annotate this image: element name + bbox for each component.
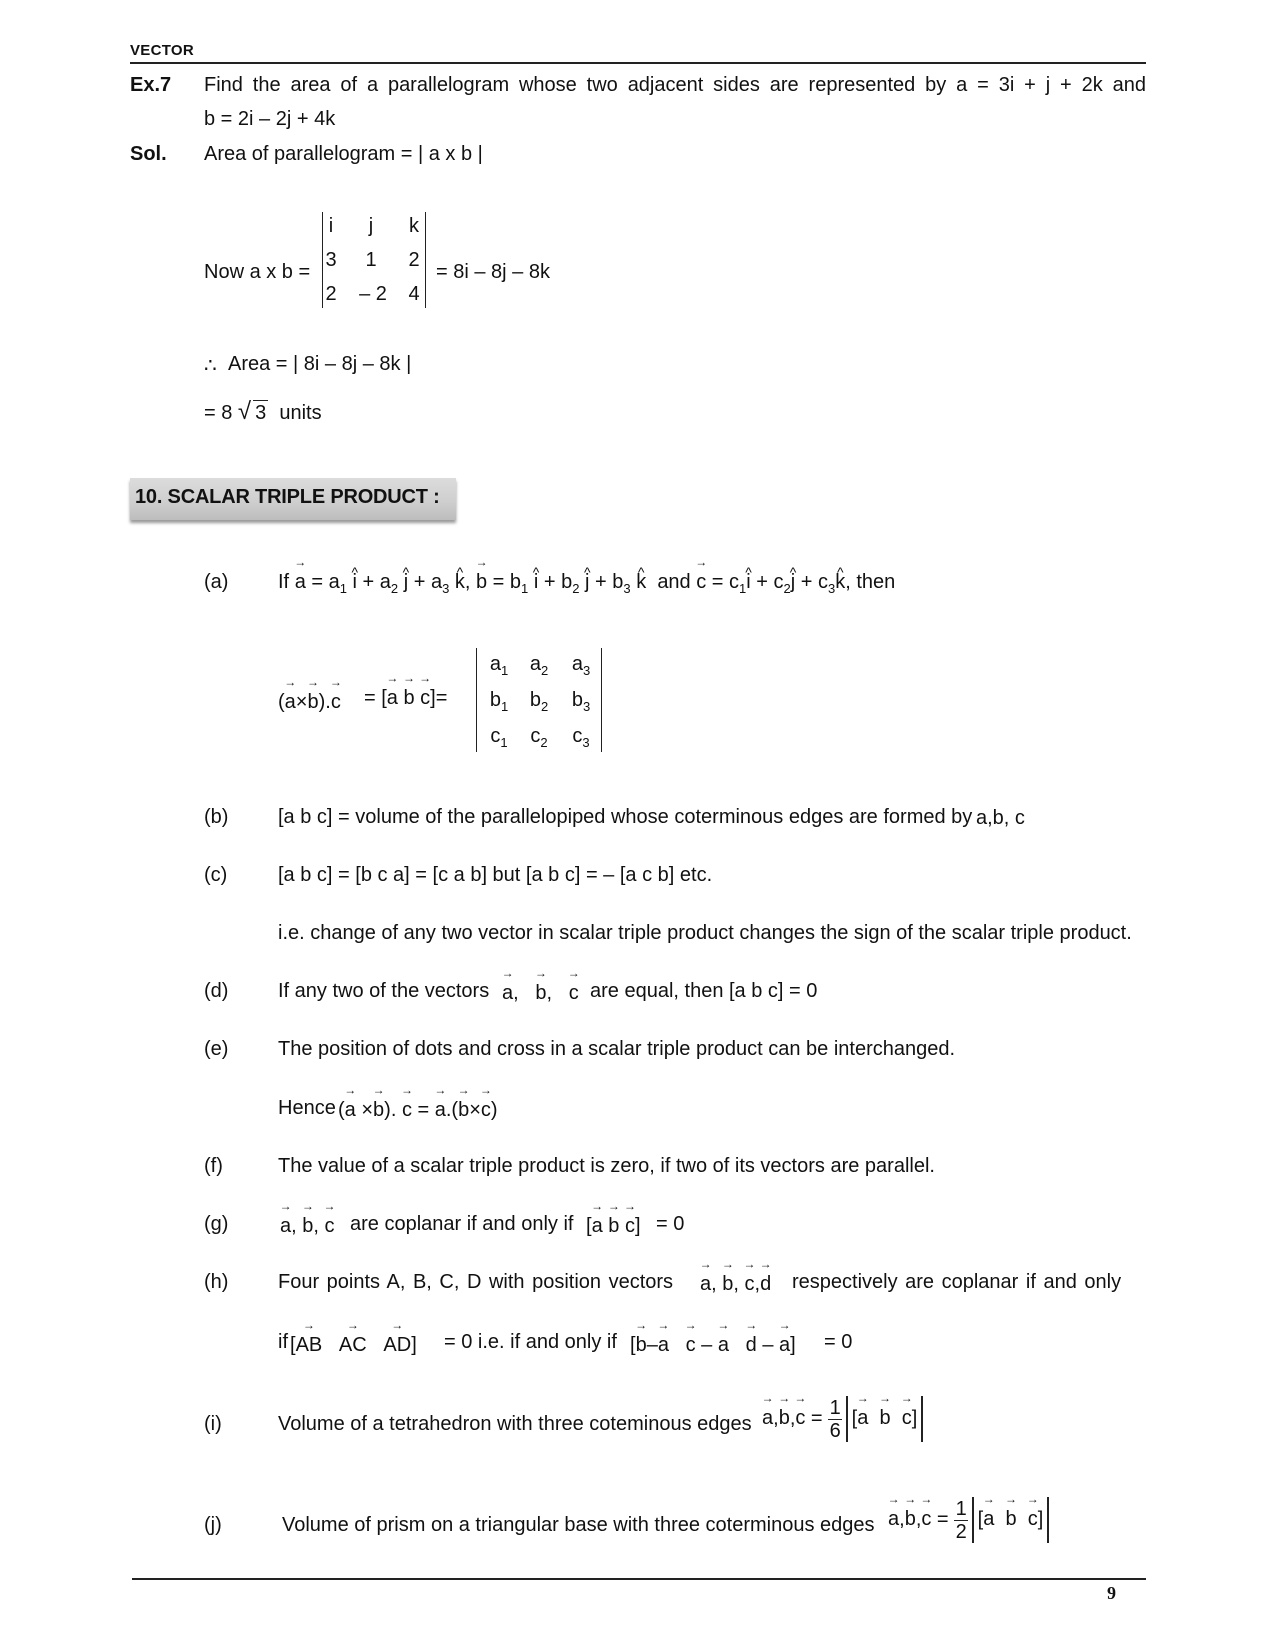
det-cell: i: [328, 215, 334, 237]
item-a-definition: $If \to a = a_1$ ^ $i + a_2$ ^ $j + a_3$ ^ k, → $b = b_1$ ^ $i + b_2$ ^ $j + b_3$ ^ k and → $c = c_1\^{}$ $i + c_2\^{}$ $j + c_3\^{}$ k, then: [278, 570, 895, 601]
area-line: Area = | 8i – 8j – 8k |: [228, 353, 412, 375]
item-g-text: are coplanar if and only if: [350, 1213, 574, 1235]
item-i-text: Volume of a tetrahedron with three coteminous edges: [278, 1413, 752, 1435]
cross-product-determinant: [322, 212, 426, 308]
item-a-bracket: = [→ a → b → c]=: [364, 686, 447, 710]
cross-product-result: = 8i – 8j – 8k: [436, 261, 550, 283]
item-d-text-pre: If any two of the vectors: [278, 980, 490, 1002]
item-b-vectors: a,b, c: [976, 807, 1025, 829]
footer-rule: [132, 1578, 1146, 1580]
det-cell: 2: [408, 249, 420, 271]
item-j-text: Volume of prism on a triangular base with three coterminous edges: [282, 1514, 875, 1536]
det-cell: $a_1$: [489, 653, 509, 678]
cross-product-prefix: Now a x b =: [204, 261, 311, 283]
item-e-text: The position of dots and cross in a scalar triple product can be interchanged.: [278, 1038, 956, 1060]
item-c-note: i.e. change of any two vector in scalar triple product changes the sign of the scalar triple product.: [278, 922, 1132, 944]
det-cell: 1: [365, 249, 377, 271]
det-cell: 4: [408, 283, 420, 305]
example-question-line2: b = 2i – 2j + 4k: [204, 108, 336, 130]
item-g-end: = 0: [656, 1213, 685, 1235]
section-heading: 10. SCALAR TRIPLE PRODUCT :: [135, 486, 440, 508]
item-e-identity: (→ a ×→ b). → c = → a.(→ b×→ c): [338, 1098, 498, 1122]
item-e-label: (e): [204, 1038, 229, 1060]
area-result-suffix: units: [279, 402, 322, 424]
solution-line1: Area of parallelogram = | a x b |: [204, 143, 483, 165]
item-a-then: , then: [845, 571, 896, 593]
item-c-text: [a b c] = [b c a] = [c a b] but [a b c] = – [a c b] etc.: [278, 864, 713, 886]
item-h-diff-bracket: [→ b–→ a → c – → a → d – → a]: [630, 1333, 796, 1357]
item-g-vectors: → a, → b, → c: [280, 1214, 335, 1238]
item-d-label: (d): [204, 980, 229, 1002]
item-i-formula: → a,→ b,→ c = $\frac{1}{6}$ [→ a → b → c]: [762, 1396, 927, 1442]
det-cell: $b_3$: [571, 689, 591, 714]
item-j-label: (j): [204, 1514, 222, 1536]
item-a-label: (a): [204, 571, 229, 593]
example-label: Ex.7: [130, 74, 172, 96]
item-a-lhs: (→ a×→ b).→ c: [278, 690, 341, 714]
item-e-hence: Hence: [278, 1097, 336, 1119]
det-cell: $c_3$: [572, 725, 590, 750]
item-b-label: (b): [204, 806, 229, 828]
item-h-text-post: respectively are coplanar if and only: [792, 1271, 1122, 1293]
det-cell: $c_2$: [530, 725, 548, 750]
item-d-text-post: are equal, then [a b c] = 0: [590, 980, 818, 1002]
det-cell: $c_1$: [490, 725, 508, 750]
item-h-if: if: [278, 1331, 288, 1353]
scalar-triple-determinant: [476, 648, 602, 752]
det-cell: $b_1$: [489, 689, 509, 714]
item-h-end: = 0: [824, 1331, 853, 1353]
item-d-vectors: → a, → b, → c: [502, 981, 579, 1005]
item-g-bracket: [→ a → b → c]: [586, 1214, 641, 1238]
det-cell: k: [409, 215, 419, 237]
item-i-label: (i): [204, 1413, 222, 1435]
example-question-line1: Find the area of a parallelogram whose two adjacent sides are represented by a = 3i + j + 2k and: [204, 74, 1146, 96]
det-cell: $a_2$: [529, 653, 549, 678]
item-a-if: If: [278, 571, 290, 593]
therefore-symbol: ∴: [204, 355, 217, 377]
sqrt-radicand: 3: [255, 402, 267, 424]
item-h-label: (h): [204, 1271, 229, 1293]
item-f-text: The value of a scalar triple product is zero, if two of its vectors are parallel.: [278, 1155, 935, 1177]
header-rule: [130, 62, 1146, 64]
item-h-vectors: → a, → b, → c,→ d: [700, 1272, 771, 1296]
det-cell: – 2: [359, 283, 387, 305]
item-i-fraction: $\frac{1}{6}$: [829, 1396, 841, 1442]
item-j-formula: → a,→ b,→ c = $\frac{1}{2}$ [→ a → b → c]: [888, 1497, 1053, 1543]
det-cell: $b_2$: [529, 689, 549, 714]
solution-label: Sol.: [130, 143, 167, 165]
item-b-text: [a b c] = volume of the parallelopiped whose coterminous edges are formed by: [278, 806, 973, 828]
item-j-fraction: $\frac{1}{2}$: [955, 1497, 967, 1543]
det-cell: 2: [325, 283, 337, 305]
running-header: VECTOR: [130, 42, 195, 59]
det-cell: $a_3$: [571, 653, 591, 678]
item-a-and: and: [657, 571, 691, 593]
det-cell: j: [368, 215, 374, 237]
item-c-label: (c): [204, 864, 228, 886]
section-heading-box: [130, 478, 456, 520]
page-number: 9: [1107, 1583, 1116, 1603]
sqrt-sign: √: [237, 398, 252, 425]
item-h-text-pre: Four points A, B, C, D with position vectors: [278, 1271, 674, 1293]
item-f-label: (f): [204, 1155, 223, 1177]
item-g-label: (g): [204, 1213, 229, 1235]
area-result: [204, 400, 322, 425]
item-h-text-eq: = 0 i.e. if and only if: [444, 1331, 617, 1353]
det-cell: 3: [325, 249, 337, 271]
area-result-prefix: = 8: [204, 402, 233, 424]
item-h-points-bracket: [→ AB → AC → AD]: [290, 1333, 417, 1357]
